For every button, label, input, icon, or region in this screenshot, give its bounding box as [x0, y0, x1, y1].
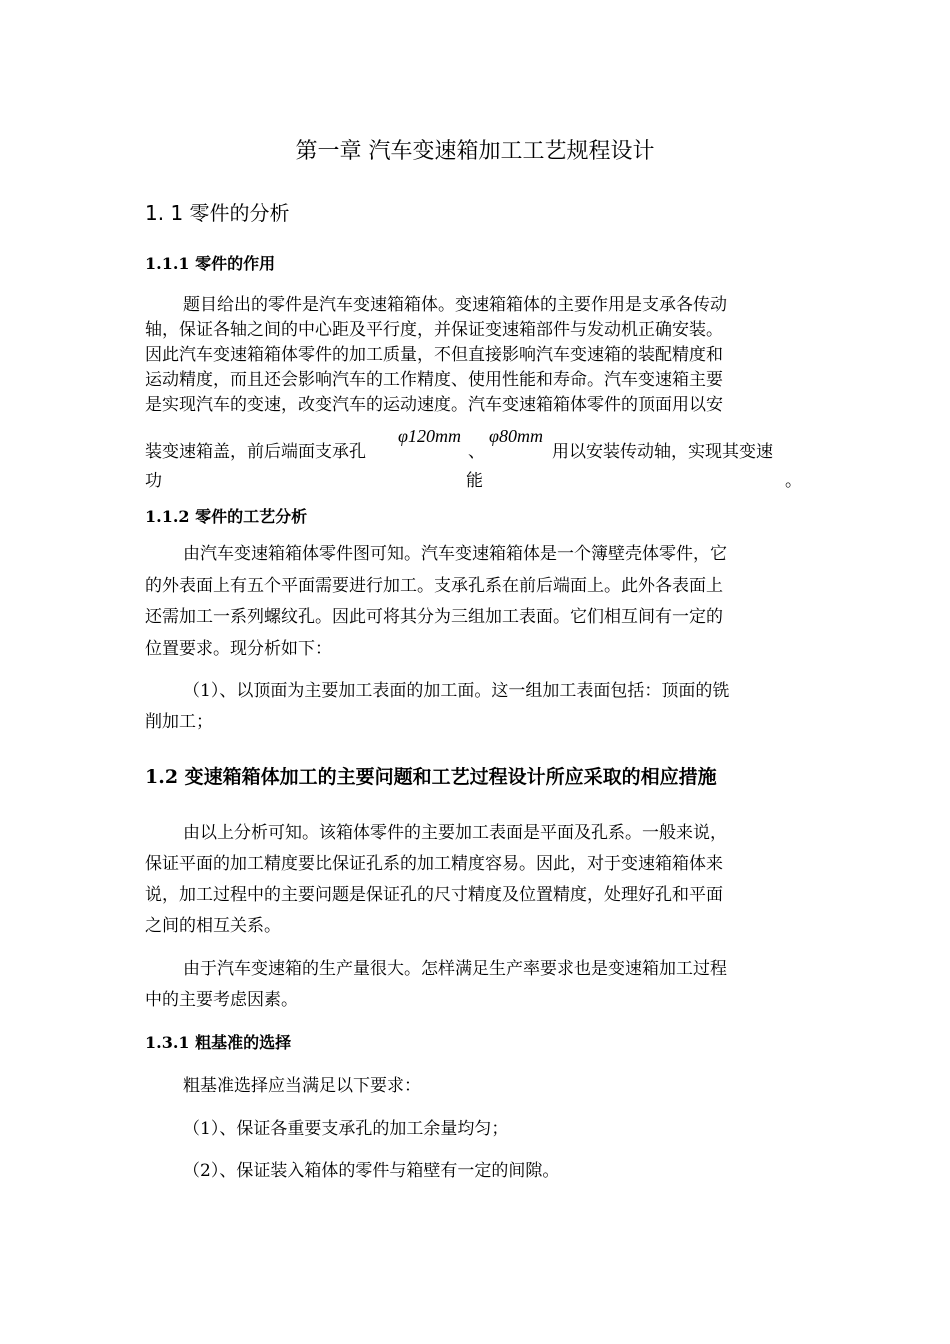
paragraph-line: 由于汽车变速箱的生产量很大。怎样满足生产率要求也是变速箱加工过程	[183, 959, 727, 979]
section-1-1-1-heading: 1.1.1 零件的作用	[145, 254, 276, 273]
paragraph-line: 运动精度，而且还会影响汽车的工作精度、使用性能和寿命。汽车变速箱主要	[145, 370, 723, 390]
paragraph-line: 轴，保证各轴之间的中心距及平行度，并保证变速箱部件与发动机正确安装。	[145, 320, 723, 340]
paragraph-line: 的外表面上有五个平面需要进行加工。支承孔系在前后端面上。此外各表面上	[145, 576, 723, 596]
list-item-line: （1）、保证各重要支承孔的加工余量均匀；	[183, 1119, 509, 1139]
paragraph-line: 保证平面的加工精度要比保证孔系的加工精度容易。因此，对于变速箱箱体来	[145, 854, 723, 874]
paragraph-line: 用以安装传动轴，实现其变速	[552, 442, 773, 462]
section-1-2-heading: 1.2 变速箱箱体加工的主要问题和工艺过程设计所应采取的相应措施	[145, 766, 717, 788]
chapter-title: 第一章 汽车变速箱加工工艺规程设计	[295, 139, 655, 164]
section-1-3-1-heading: 1.3.1 粗基准的选择	[145, 1033, 292, 1052]
separator-mark: 、	[468, 442, 485, 462]
paragraph-line: 装变速箱盖，前后端面支承孔	[145, 442, 366, 462]
paragraph-fragment: 。	[785, 471, 802, 491]
list-item-line: 削加工；	[145, 712, 213, 732]
paragraph-fragment: 功	[145, 471, 162, 491]
section-1-1-2-heading: 1.1.2 零件的工艺分析	[145, 507, 308, 526]
paragraph-line: 由以上分析可知。该箱体零件的主要加工表面是平面及孔系。一般来说，	[183, 823, 727, 843]
section-1-1-heading: 1. 1 零件的分析	[145, 201, 290, 225]
paragraph-line: 粗基准选择应当满足以下要求：	[183, 1076, 421, 1096]
formula-phi120: φ120mm	[398, 426, 461, 446]
paragraph-line: 是实现汽车的变速，改变汽车的运动速度。汽车变速箱箱体零件的顶面用以安	[145, 395, 723, 415]
paragraph-line: 还需加工一系列螺纹孔。因此可将其分为三组加工表面。它们相互间有一定的	[145, 607, 723, 627]
paragraph-fragment: 能	[466, 471, 483, 491]
list-item-line: （1）、以顶面为主要加工表面的加工面。这一组加工表面包括：顶面的铣	[183, 681, 730, 701]
paragraph-line: 说，加工过程中的主要问题是保证孔的尺寸精度及位置精度，处理好孔和平面	[145, 885, 723, 905]
formula-phi80: φ80mm	[489, 426, 543, 446]
paragraph-line: 位置要求。现分析如下：	[145, 639, 332, 659]
paragraph-line: 由汽车变速箱箱体零件图可知。汽车变速箱箱体是一个簿壁壳体零件，它	[183, 544, 727, 564]
list-item-line: （2）、保证装入箱体的零件与箱壁有一定的间隙。	[183, 1161, 560, 1181]
paragraph-line: 之间的相互关系。	[145, 916, 281, 936]
paragraph-line: 题目给出的零件是汽车变速箱箱体。变速箱箱体的主要作用是支承各传动	[183, 295, 727, 315]
paragraph-line: 因此汽车变速箱箱体零件的加工质量，不但直接影响汽车变速箱的装配精度和	[145, 345, 723, 365]
paragraph-line: 中的主要考虑因素。	[145, 990, 298, 1010]
